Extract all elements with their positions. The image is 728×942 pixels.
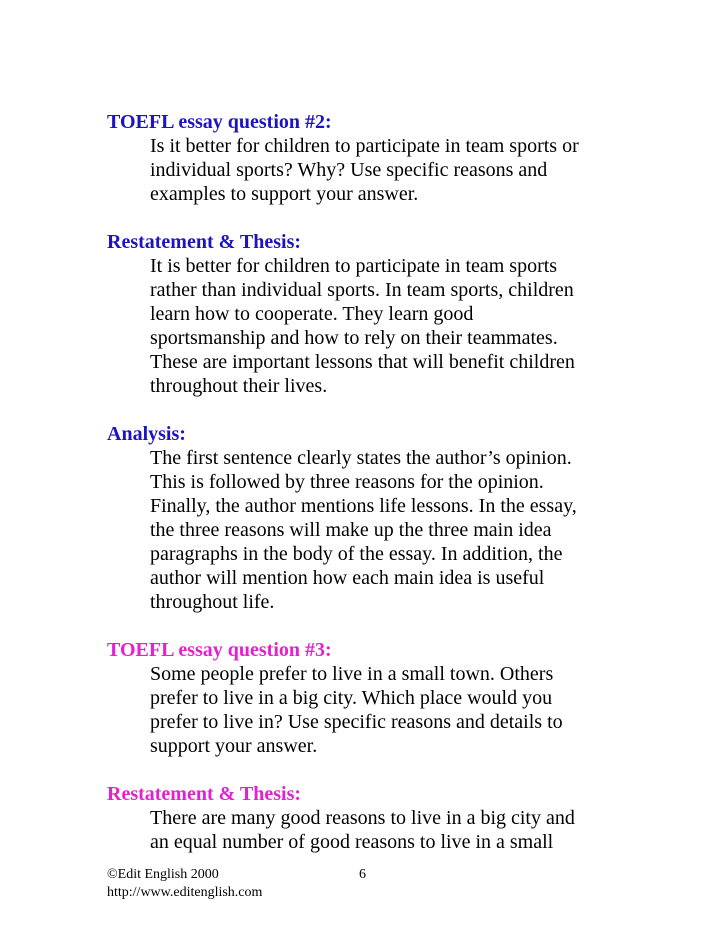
section-text: The first sentence clearly states the author’s opinion. This is followed by three reasons for the opinion. Finally, the author mentions life lessons. In the essay, the three reasons will make up the three main idea paragraphs in the body of the essay. In addition, the author will mention how each main idea is useful throughout life. bbox=[150, 447, 577, 613]
page-number: 6 bbox=[359, 867, 366, 882]
document-body bbox=[107, 110, 687, 878]
section-heading: Restatement & Thesis: bbox=[107, 783, 302, 805]
footer-copyright: ©Edit English 2000 bbox=[107, 867, 219, 882]
section-heading: TOEFL essay question #2: bbox=[107, 111, 332, 133]
section-analysis bbox=[107, 422, 687, 614]
section-text: Is it better for children to participate in team sports or individual sports? Why? Use specific reasons and examples to support your answer. bbox=[150, 135, 579, 205]
section-question-3 bbox=[107, 638, 687, 758]
section-heading: Analysis: bbox=[107, 423, 186, 445]
section-thesis-2 bbox=[107, 230, 687, 398]
section-text: Some people prefer to live in a small town. Others prefer to live in a big city. Which place would you prefer to live in? Use specific reasons and details to support your answer. bbox=[150, 663, 563, 757]
footer-url: http://www.editenglish.com bbox=[107, 885, 263, 900]
section-text: There are many good reasons to live in a big city and an equal number of good reasons to live in a small bbox=[150, 807, 575, 853]
section-text: It is better for children to participate in team sports rather than individual sports. In team sports, children learn how to cooperate. They learn good sportsmanship and how to rely on their teammates. These are important lessons that will benefit children throughout their lives. bbox=[150, 255, 575, 397]
section-heading: Restatement & Thesis: bbox=[107, 231, 302, 253]
section-thesis-3 bbox=[107, 782, 687, 854]
section-question-2 bbox=[107, 110, 687, 206]
section-heading: TOEFL essay question #3: bbox=[107, 639, 332, 661]
